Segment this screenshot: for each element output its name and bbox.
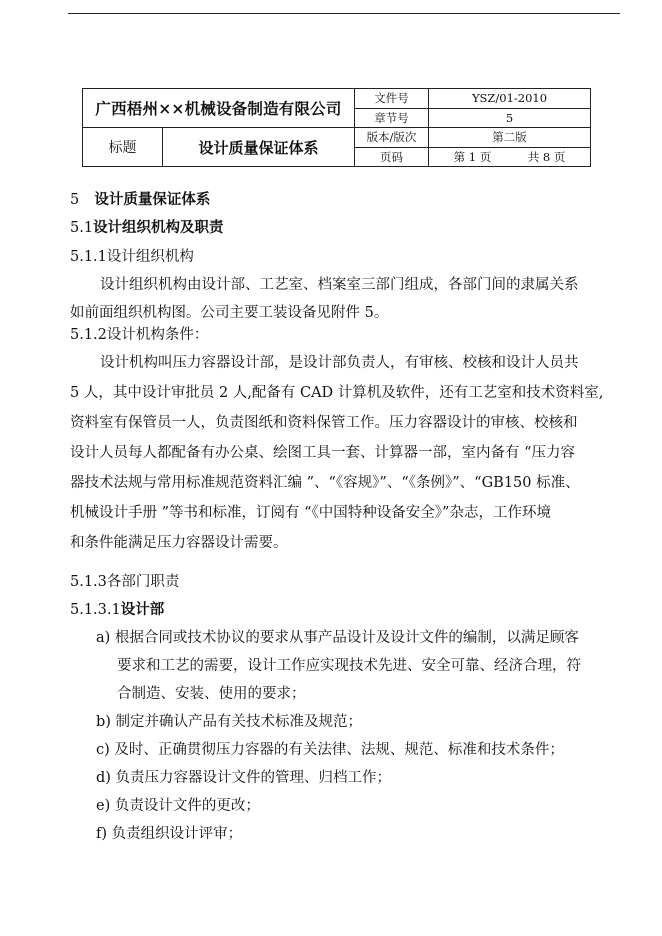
paragraph-line: 和条件能满足压力容器设计需要。 — [70, 535, 288, 551]
doc-number-label: 文件号 — [355, 89, 429, 109]
header-rule — [68, 13, 620, 14]
paragraph-line: 5 人，其中设计审批员 2 人,配备有 CAD 计算机及软件，还有工艺室和技术资料室, — [70, 385, 604, 401]
page-current: 第 1 页 — [453, 149, 492, 164]
page-value — [429, 147, 591, 167]
section-5-1-1-heading: 5.1.1设计组织机构 — [70, 249, 194, 265]
paragraph-line: 机械设计手册 ”等书和标准，订阅有 “《中国特种设备安全》”杂志，工作环境 — [70, 505, 551, 521]
section-5-1-3-heading: 5.1.3各部门职责 — [70, 574, 180, 590]
doc-number-value: YSZ/01-2010 — [429, 89, 591, 109]
section-5-1-3-1-heading: 5.1.3.1设计部 — [70, 601, 165, 618]
title-label: 标题 — [83, 128, 163, 167]
list-item: c) 及时、正确贯彻压力容器的有关法律、法规、规范、标准和技术条件； — [96, 742, 564, 758]
version-value: 第二版 — [429, 128, 591, 148]
section-5-1-2-heading: 5.1.2设计机构条件： — [70, 327, 209, 343]
document-header-table — [82, 88, 591, 167]
paragraph-line: 设计机构叫压力容器设计部，是设计部负责人，有审核、校核和设计人员共 — [100, 355, 579, 371]
chapter-value: 5 — [429, 108, 591, 128]
company-name: 广西梧州××机械设备制造有限公司 — [83, 89, 355, 128]
paragraph-line: 器技术法规与常用标准规范资料汇编 ”、“《容规》”、“《条例》”、“GB150 标准、 — [70, 475, 580, 491]
document-title: 设计质量保证体系 — [163, 128, 355, 167]
list-item-continuation: 合制造、安装、使用的要求； — [117, 686, 306, 702]
list-item: e) 负责设计文件的更改； — [96, 798, 260, 814]
version-label: 版本/版次 — [355, 128, 429, 148]
list-item-continuation: 要求和工艺的需要，设计工作应实现技术先进、安全可靠、经济合理，符 — [117, 658, 581, 674]
section-5-heading: 5 设计质量保证体系 — [70, 191, 211, 208]
paragraph-line: 如前面组织机构图。公司主要工装设备见附件 5。 — [70, 305, 389, 321]
list-item: f) 负责组织设计评审； — [96, 826, 243, 842]
page-label: 页码 — [355, 147, 429, 167]
list-item: a) 根据合同或技术协议的要求从事产品设计及设计文件的编制，以满足顾客 — [96, 630, 579, 646]
paragraph-line: 设计组织机构由设计部、工艺室、档案室三部门组成，各部门间的隶属关系 — [100, 277, 579, 293]
page-total: 共 8 页 — [527, 149, 566, 164]
paragraph-line: 资料室有保管员一人，负责图纸和资料保管工作。压力容器设计的审核、校核和 — [70, 415, 578, 431]
chapter-label: 章节号 — [355, 108, 429, 128]
list-item: b) 制定并确认产品有关技术标准及规范； — [96, 714, 363, 730]
paragraph-line: 设计人员每人都配备有办公桌、绘图工具一套、计算器一部，室内备有 “压力容 — [70, 445, 576, 461]
list-item: d) 负责压力容器设计文件的管理、归档工作； — [96, 770, 392, 786]
section-5-1-heading: 5.1设计组织机构及职责 — [70, 219, 224, 236]
